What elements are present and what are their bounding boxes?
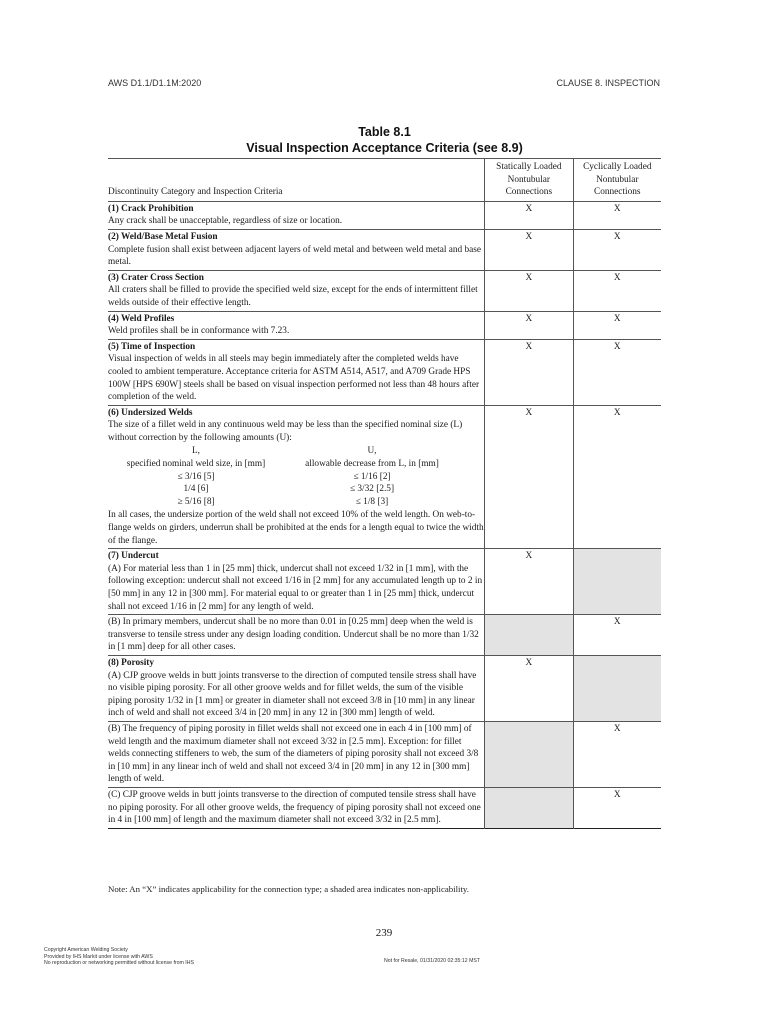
copyright-line: Copyright American Welding Society [44,947,128,953]
not-applicable-shade [573,549,661,615]
criteria-heading: (1) Crack Prohibition [108,203,194,214]
table-caption: Visual Inspection Acceptance Criteria (see 8.9) [246,141,523,155]
criteria-text: (B) The frequency of piping porosity in fillet welds shall not exceed one in each 4 in [100 mm] of weld length and the maximum diameter shall not exceed 3/32 in [2.5 mm]. Exception: for fillet welds connecting stiffeners to web, the sum of the diameters of piping porosity shall not exceed 3/8 in [10 mm] in any linear inch of weld and shall not exceed 3/4 in [20 mm] in any 12 in [300 mm] length of weld. [108,723,479,785]
page-number: 239 [375,927,393,939]
criteria-text: Complete fusion shall exist between adjacent layers of weld metal and between weld metal and base metal. [108,244,482,268]
table-row [108,229,661,270]
static-mark: X [485,201,573,229]
table-title [108,124,661,156]
amount-l-value: 1/4 [6] [183,484,209,495]
table-row-undercut-b [108,615,661,656]
table-row-undersized-welds [108,405,661,549]
column-header-cyclic-line3: Connections [594,187,641,198]
criteria-text: (A) CJP groove welds in butt joints transverse to the direction of computed tensile stress shall have no visible piping porosity. For all other groove welds and for fillet welds, the sum of the visible piping porosity 1/32 in [1 mm] or greater in diameter shall not exceed 3/8 in [10 mm] in any linear inch of weld and shall not exceed 3/4 in [20 mm] in any 12 in [300 mm] length of weld. [108,670,477,719]
cyclic-mark: X [573,339,661,405]
criteria-cell [108,721,485,787]
resale-footer: Not for Resale, 01/31/2020 02:35:12 MST [384,958,481,964]
criteria-text: Any crack shall be unacceptable, regardless of size or location. [108,216,343,227]
amount-l-label: specified nominal weld size, in [mm] [126,459,266,470]
criteria-cell [108,229,485,270]
not-applicable-shade [485,615,573,656]
static-mark: X [485,405,573,549]
criteria-text: (B) In primary members, undercut shall be no more than 0.01 in [0.25 mm] deep when the weld is transverse to tensile stress under any design loading condition. Undercut shall be no more than 1/32 in [1 mm] deep for all other cases. [108,617,479,653]
cyclic-mark: X [573,615,661,656]
not-applicable-shade [485,787,573,828]
criteria-cell [108,311,485,339]
criteria-heading: (3) Crater Cross Section [108,272,204,283]
static-mark: X [485,655,573,721]
amount-u-value: ≤ 3/32 [2.5] [349,484,395,495]
table-row-porosity-c [108,787,661,828]
criteria-cell [108,405,485,549]
amount-l-value: ≤ 3/16 [5] [177,471,215,482]
static-mark: X [485,339,573,405]
criteria-text: (A) For material less than 1 in [25 mm] thick, undercut shall not exceed 1/32 in [1 mm], with the following exception: undercut shall not exceed 1/16 in [2 mm] for any accumulated length up to 2 in [50 mm] in any 12 in [300 mm]. For material equal to or greater than 1 in [25 mm] thick, undercut shall not exceed 1/16 in [2 mm] for any length of weld. [108,563,483,612]
table-row-porosity-a [108,655,661,721]
column-header-static-line1: Statically Loaded [496,162,562,172]
criteria-heading: (8) Porosity [108,657,155,668]
static-mark: X [485,549,573,615]
criteria-cell [108,201,485,229]
acceptance-criteria-table [108,158,661,829]
criteria-text: Weld profiles shall be in conformance with 7.23. [108,326,290,337]
amount-u-value: ≤ 1/8 [3] [355,496,389,507]
column-header-static [485,159,573,202]
reproduction-line: No reproduction or networking permitted without license from IHS [44,960,194,966]
cyclic-mark: X [573,201,661,229]
column-header-criteria: Discontinuity Category and Inspection Criteria [108,159,485,202]
copyright-footer [44,947,194,967]
cyclic-mark: X [573,229,661,270]
criteria-heading: (6) Undersized Welds [108,407,193,418]
criteria-heading: (5) Time of Inspection [108,341,196,352]
cyclic-mark: X [573,787,661,828]
cyclic-mark: X [573,405,661,549]
criteria-cell [108,615,485,656]
cyclic-mark: X [573,721,661,787]
criteria-cell [108,270,485,311]
static-mark: X [485,229,573,270]
column-header-static-line3: Connections [505,187,553,198]
column-header-cyclic [573,159,661,202]
column-header-cyclic-line1: Cyclically Loaded [583,162,652,172]
table-row [108,339,661,405]
table-header-row [108,159,661,202]
criteria-text: Visual inspection of welds in all steels may begin immediately after the completed welds have cooled to ambient temperature. Acceptance criteria for ASTM A514, A517, and A709 Grade HPS 100W [HPS 690W] steels shall be based on visual inspection performed not less than 48 hours after completion of the weld. [108,354,480,403]
criteria-cell [108,339,485,405]
not-applicable-shade [485,721,573,787]
amount-u-value: ≤ 1/16 [2] [353,471,391,482]
column-header-static-line2: Nontubular [507,174,551,185]
criteria-cell [108,549,485,615]
criteria-heading: (4) Weld Profiles [108,313,175,324]
running-header-left: AWS D1.1/D1.1M:2020 [108,78,202,88]
cyclic-mark: X [573,311,661,339]
not-applicable-shade [573,655,661,721]
table-row [108,270,661,311]
table-number: Table 8.1 [358,125,411,139]
static-mark: X [485,311,573,339]
running-header-right: CLAUSE 8. INSPECTION [556,78,660,88]
criteria-text: (C) CJP groove welds in butt joints transverse to the direction of computed tensile stress shall have no piping porosity. For all other groove welds, the frequency of piping porosity shall not exceed one in 4 in [100 mm] of length and the maximum diameter shall not exceed 3/32 in [2.5 mm]. [108,789,481,826]
criteria-text: All craters shall be filled to provide the specified weld size, except for the ends of intermittent fillet welds outside of their effective length. [108,285,478,308]
criteria-cell [108,787,485,828]
criteria-heading: (7) Undercut [108,551,159,562]
license-line: Provided by IHS Markit under license with AWS [44,953,153,960]
undersize-amounts-table [108,445,484,508]
table-row-undercut-a [108,549,661,615]
criteria-heading: (2) Weld/Base Metal Fusion [108,231,218,242]
amount-u-label: allowable decrease from L, in [mm] [305,459,439,470]
table-row [108,311,661,339]
amount-l-symbol: L, [191,446,200,457]
criteria-text: In all cases, the undersize portion of the weld shall not exceed 10% of the weld length. On web-to-flange welds on girders, underrun shall be prohibited at the ends for a length equal to twice the width of the flange. [108,510,484,546]
table-note: Note: An “X” indicates applicability for the connection type; a shaded area indicates non-applicability. [108,884,469,894]
criteria-text: The size of a fillet weld in any continuous weld may be less than the specified nominal size (L) without correction by the following amounts (U): [108,420,463,443]
cyclic-mark: X [573,270,661,311]
amount-l-value: ≥ 5/16 [8] [177,496,215,507]
table-row [108,201,661,229]
criteria-cell [108,655,485,721]
amount-u-symbol: U, [367,446,377,457]
static-mark: X [485,270,573,311]
table-row-porosity-b [108,721,661,787]
column-header-cyclic-line2: Nontubular [596,174,639,185]
